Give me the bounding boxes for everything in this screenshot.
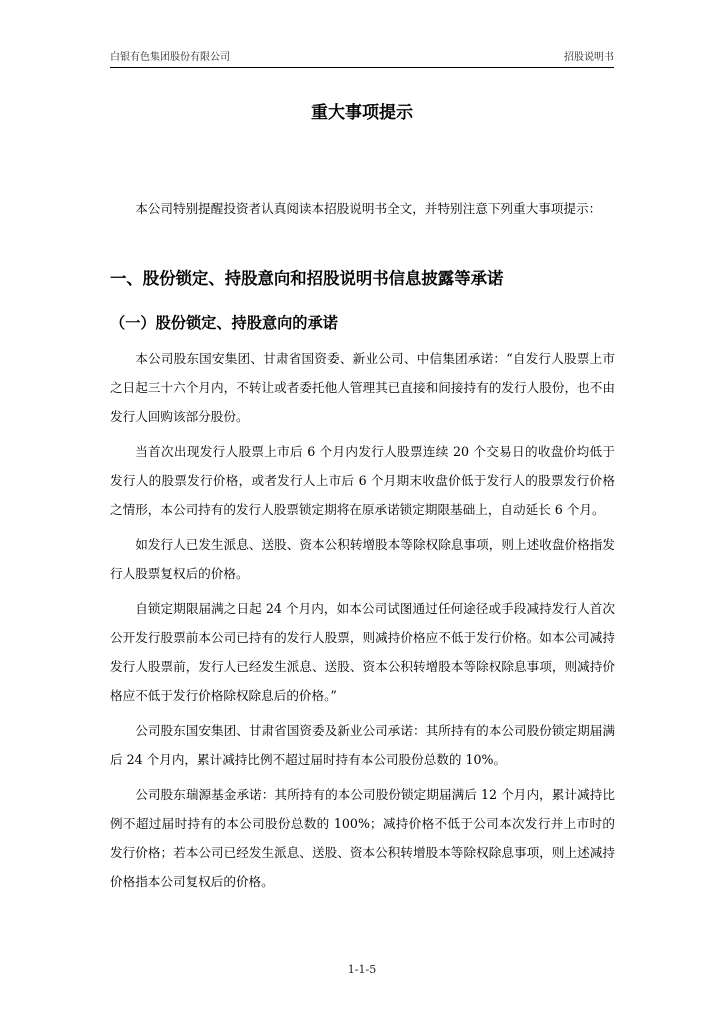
body-paragraph: 本公司股东国安集团、甘肃省国资委、新业公司、中信集团承诺：“自发行人股票上市之日起三十六个月内，不转让或者委托他人管理其已直接和间接持有的发行人股份，也不由发行人回购该部分股份。 (110, 351, 615, 424)
section-heading: 一、股份锁定、持股意向和招股说明书信息披露等承诺 (110, 269, 504, 288)
body-paragraph: 自锁定期限届满之日起 24 个月内，如本公司试图通过任何途径或手段减持发行人首次公开发行股票前本公司已持有的发行人股票，则减持价格应不低于发行价格。如本公司减持发行人股票前，发行人已经发生派息、送股、资本公积转增股本等除权除息事项，则减持价格应不低于发行价格除权除息后的价格。” (110, 601, 615, 703)
body-paragraph: 当首次出现发行人股票上市后 6 个月内发行人股票连续 20 个交易日的收盘价均低于发行人的股票发行价格，或者发行人上市后 6 个月期末收盘价低于发行人的股票发行价格之情形，本公司持有的发行人股票锁定期将在原承诺锁定期限基础上，自动延长 6 个月。 (110, 444, 615, 517)
body-paragraph: 公司股东国安集团、甘肃省国资委及新业公司承诺：其所持有的本公司股份锁定期届满后 24 个月内，累计减持比例不超过届时持有本公司股份总数的 10%。 (110, 723, 615, 767)
header-company-name: 白银有色集团股份有限公司 (110, 52, 230, 63)
page-title: 重大事项提示 (311, 103, 413, 123)
body-paragraph: 如发行人已发生派息、送股、资本公积转增股本等除权除息事项，则上述收盘价格指发行人股票复权后的价格。 (110, 537, 615, 581)
page-number: 1-1-5 (347, 963, 377, 976)
subsection-heading: （一）股份锁定、持股意向的承诺 (110, 314, 338, 332)
body-paragraph: 公司股东瑞源基金承诺：其所持有的本公司股份锁定期届满后 12 个月内，累计减持比例不超过届时持有的本公司股份总数的 100%；减持价格不低于公司本次发行并上市时的发行价格；若本公司已经发生派息、送股、资本公积转增股本等除权除息事项，则上述减持价格指本公司复权后的价格。 (110, 787, 615, 889)
page-header (110, 50, 614, 66)
header-divider (110, 67, 614, 68)
intro-paragraph: 本公司特别提醒投资者认真阅读本招股说明书全文，并特别注意下列重大事项提示： (135, 201, 602, 216)
header-document-type: 招股说明书 (564, 52, 614, 63)
section-body (110, 344, 615, 902)
